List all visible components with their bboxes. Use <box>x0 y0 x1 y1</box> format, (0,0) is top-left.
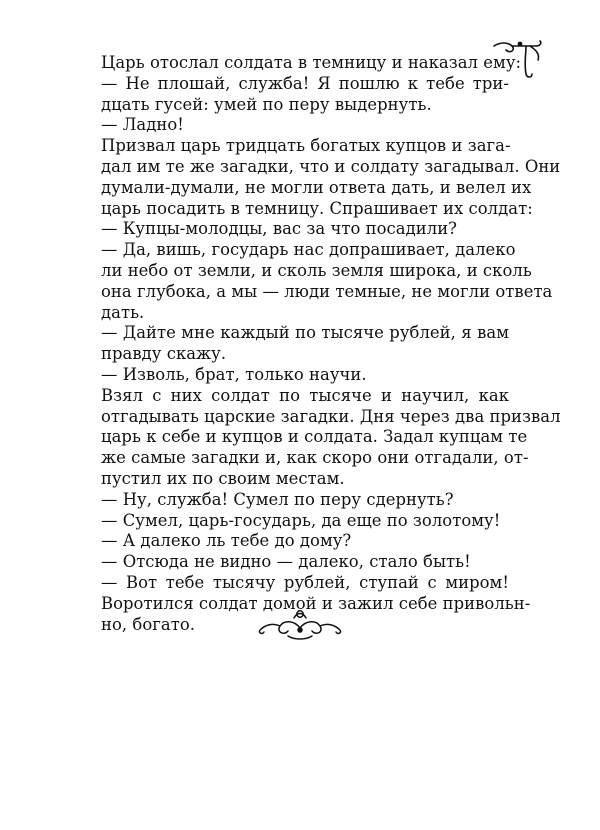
text-line: — Не плошай, служба! Я пошлю к тебе три- <box>101 73 509 93</box>
text-line: — Вот тебе тысячу рублей, ступай с миром! <box>101 572 509 592</box>
text-line: дцать гусей: умей по перу выдернуть. <box>101 94 432 114</box>
text-line: Царь отослал солдата в темницу и наказал ему: <box>101 53 522 72</box>
text-line: — Да, вишь, государь нас допрашивает, далеко <box>101 240 516 260</box>
text-line: но, богато. <box>101 614 196 634</box>
text-line: Призвал царь тридцать богатых купцов и зага- <box>101 136 511 156</box>
story-text <box>101 53 561 635</box>
text-line: Воротился солдат домой и зажил себе привольн- <box>101 593 531 613</box>
text-line: думали-думали, не могли ответа дать, и велел их <box>101 177 532 197</box>
center-flourish-icon <box>254 606 346 646</box>
text-line: она глубока, а мы — люди темные, не могли ответа <box>101 281 553 301</box>
text-line: правду скажу. <box>101 344 227 364</box>
text-line: царь к себе и купцов и солдата. Задал купцам те <box>101 427 528 447</box>
text-line: ли небо от земли, и сколь земля широка, и сколь <box>101 260 532 280</box>
text-line: — Дайте мне каждый по тысяче рублей, я вам <box>101 323 509 343</box>
text-line: Взял с них солдат по тысяче и научил, как <box>101 385 509 405</box>
text-line: пустил их по своим местам. <box>101 468 345 488</box>
text-line: дал им те же загадки, что и солдату загадывал. Они <box>101 156 561 176</box>
text-line: — Ладно! <box>101 115 184 135</box>
text-line: — Купцы-молодцы, вас за что посадили? <box>101 219 458 239</box>
text-line: отгадывать царские загадки. Дня через два призвал <box>101 406 561 426</box>
text-line: — Сумел, царь-государь, да еще по золотому! <box>101 510 501 530</box>
text-line: — Ну, служба! Сумел по перу сдернуть? <box>101 489 454 509</box>
text-line: же самые загадки и, как скоро они отгадали, от- <box>101 448 529 468</box>
text-line: дать. <box>101 302 145 322</box>
text-line: царь посадить в темницу. Спрашивает их солдат: <box>101 198 533 218</box>
text-line: — А далеко ль тебе до дому? <box>101 531 352 551</box>
text-line: — Отсюда не видно — далеко, стало быть! <box>101 552 471 572</box>
text-line: — Изволь, брат, только научи. <box>101 364 367 384</box>
